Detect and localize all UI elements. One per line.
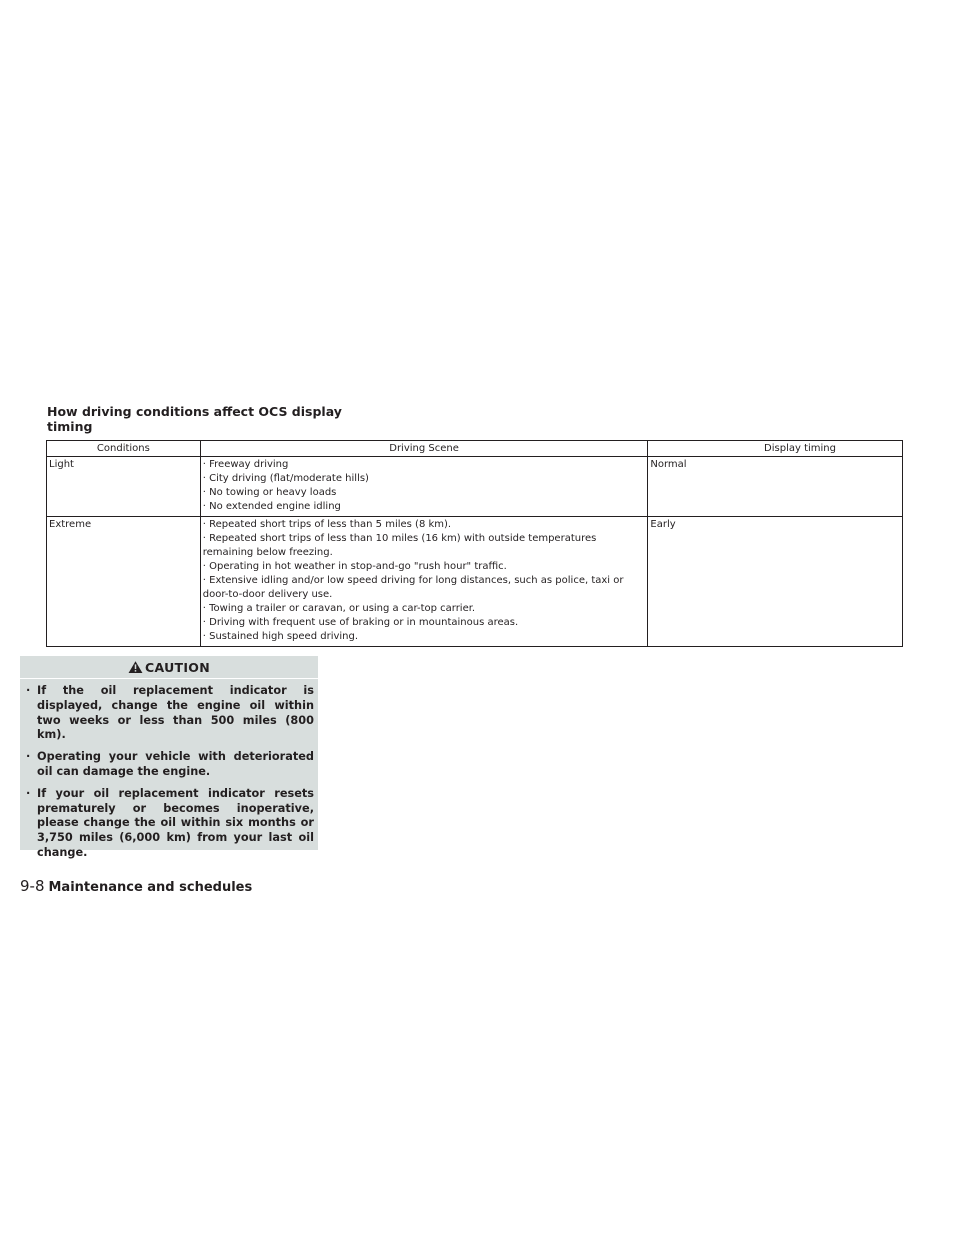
scene-item: · Repeated short trips of less than 10 miles (16 km) with outside temperatures remaining below freezing.	[202, 533, 597, 558]
caution-item	[26, 684, 314, 743]
caution-box	[20, 656, 318, 859]
caution-title: CAUTION	[145, 659, 210, 675]
caution-list	[20, 679, 318, 861]
scene-cell	[200, 517, 648, 647]
scene-item: · Towing a trailer or caravan, or using a car-top carrier.	[202, 603, 476, 614]
scene-item: · Extensive idling and/or low speed driving for long distances, such as police, taxi or door-to-door delivery use.	[202, 575, 624, 600]
header-driving-scene: Driving Scene	[200, 441, 648, 457]
caution-header	[20, 656, 318, 679]
condition-cell: Light	[47, 457, 201, 517]
scene-item: · Repeated short trips of less than 5 miles (8 km).	[202, 519, 452, 530]
table-header-row	[47, 441, 903, 457]
scene-item: · Sustained high speed driving.	[202, 631, 359, 642]
driving-conditions-table	[46, 440, 903, 647]
bullet: ·	[26, 750, 31, 764]
header-conditions: Conditions	[47, 441, 201, 457]
caution-item-text: If the oil replacement indicator is displayed, change the engine oil within two weeks or less than 500 miles (800 km).	[37, 684, 314, 742]
section-title: How driving conditions affect OCS display timing	[47, 404, 342, 434]
caution-item	[26, 750, 314, 780]
page-footer	[20, 877, 252, 895]
scene-cell	[200, 457, 648, 517]
table-row	[47, 457, 903, 517]
scene-item: · Driving with frequent use of braking or in mountainous areas.	[202, 617, 519, 628]
timing-cell: Early	[648, 517, 903, 647]
warning-triangle-icon	[128, 660, 143, 674]
chapter-title: Maintenance and schedules	[48, 880, 253, 895]
timing-cell: Normal	[648, 457, 903, 517]
condition-cell: Extreme	[47, 517, 201, 647]
caution-item	[26, 787, 314, 861]
bullet: ·	[26, 684, 31, 697]
bullet: ·	[26, 786, 31, 800]
scene-item: · City driving (flat/moderate hills)	[202, 473, 369, 484]
scene-item: · No extended engine idling	[202, 501, 341, 512]
caution-item-text: Operating your vehicle with deteriorated oil can damage the engine.	[37, 750, 314, 778]
page-number: 9-8	[20, 877, 45, 895]
scene-item: · Freeway driving	[202, 459, 289, 470]
header-display-timing: Display timing	[648, 441, 903, 457]
table-row	[47, 517, 903, 647]
scene-item: · No towing or heavy loads	[202, 487, 337, 498]
scene-item: · Operating in hot weather in stop-and-go "rush hour" traffic.	[202, 561, 507, 572]
caution-item-text: If your oil replacement indicator resets prematurely or becomes inoperative, please change the oil within six months or 3,750 miles (6,000 km) from your last oil change.	[37, 786, 314, 859]
